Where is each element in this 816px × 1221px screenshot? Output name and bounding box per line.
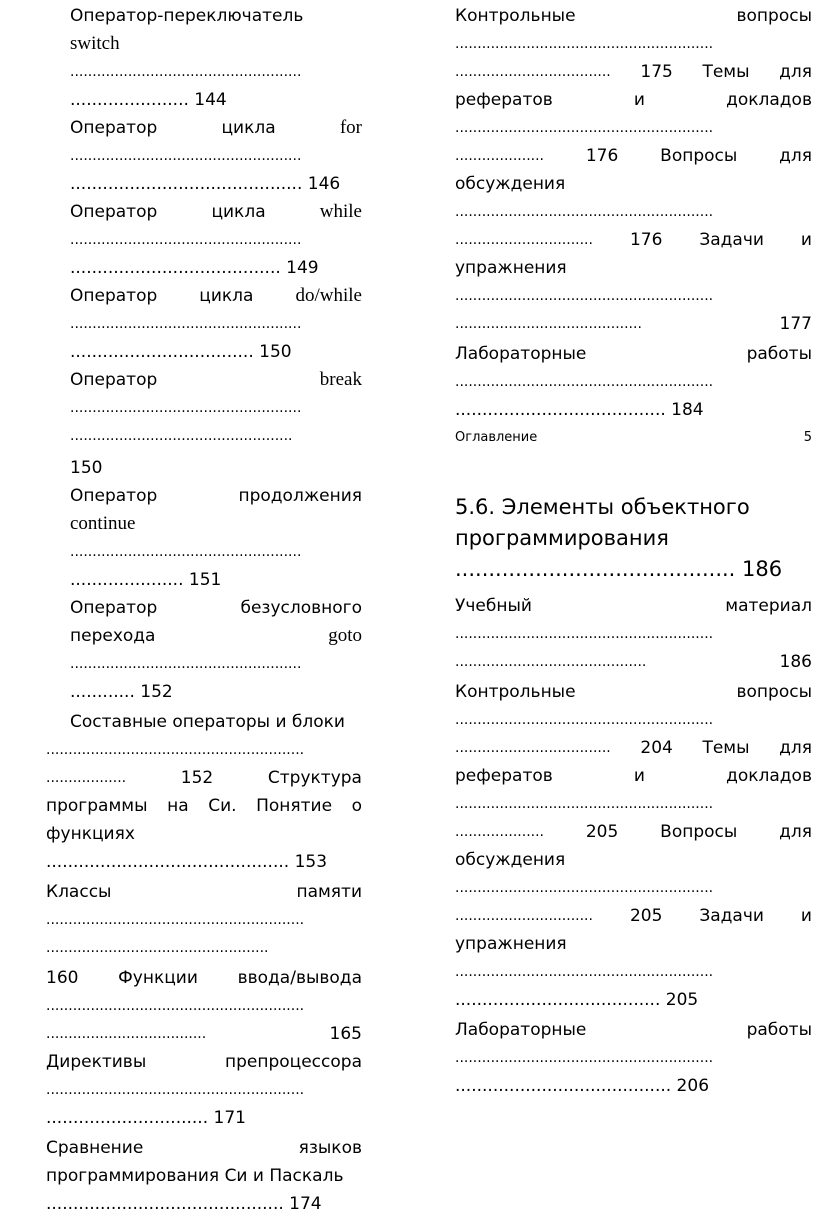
leader-dots: .................................................... bbox=[70, 64, 302, 80]
word: Задачи bbox=[699, 906, 764, 926]
leader-dots: .................................................... bbox=[70, 656, 302, 672]
leader-dots: .................................................... bbox=[70, 316, 302, 332]
word: для bbox=[779, 822, 812, 842]
toc-entry-topics-line2 bbox=[455, 88, 812, 112]
word: Директивы bbox=[46, 1052, 147, 1072]
word: для bbox=[779, 146, 812, 166]
toc-entry-topics-2-line2 bbox=[455, 764, 812, 788]
word: рефератов bbox=[455, 766, 553, 786]
word: Оператор bbox=[70, 370, 158, 390]
toc-entry-material-page bbox=[455, 650, 812, 674]
leader-dots: .......................................................... bbox=[455, 120, 714, 136]
word: работы bbox=[746, 1020, 812, 1040]
word: Учебный bbox=[455, 596, 532, 616]
leader-dots: .......................................................... bbox=[455, 36, 714, 52]
toc-entry-break bbox=[70, 368, 362, 392]
leader-dots: ................................... bbox=[455, 740, 611, 756]
word: Оператор bbox=[70, 118, 158, 138]
leader-dots: .......................................................... bbox=[46, 998, 305, 1014]
page-number: 152 bbox=[180, 768, 214, 788]
word: Темы bbox=[702, 62, 750, 82]
toc-entry-goto bbox=[70, 596, 362, 620]
word: Контрольные bbox=[455, 682, 576, 702]
page-number: 165 bbox=[329, 1024, 362, 1044]
toc-entry-directives bbox=[46, 1050, 362, 1074]
leader-dots: ............................... bbox=[455, 232, 593, 248]
word: препроцессора bbox=[224, 1052, 362, 1072]
word: на bbox=[167, 796, 189, 816]
leader-dots: .................................................... bbox=[70, 400, 302, 416]
word: Вопросы bbox=[660, 822, 738, 842]
toc-page-number: .................................. 150 bbox=[70, 342, 292, 362]
footer-page-number: 5 bbox=[803, 430, 812, 445]
toc-entry-blocks: Составные операторы и блоки bbox=[70, 712, 345, 732]
word: ввода/вывода bbox=[237, 968, 362, 988]
word: докладов bbox=[726, 90, 812, 110]
toc-entry-exercises bbox=[455, 228, 812, 252]
toc-page-number: 150 bbox=[70, 458, 103, 478]
section-heading-line2: программирования bbox=[455, 526, 669, 550]
toc-entry-labs bbox=[455, 342, 812, 366]
leader-dots: .................... bbox=[455, 148, 545, 164]
word: для bbox=[779, 738, 812, 758]
word: Задачи bbox=[699, 230, 764, 250]
page-number: 204 bbox=[640, 738, 673, 758]
word: Контрольные bbox=[455, 6, 576, 26]
word: докладов bbox=[726, 766, 812, 786]
leader-dots: .................................................... bbox=[70, 148, 302, 164]
leader-dots: .................. bbox=[46, 770, 127, 786]
toc-entry-switch-keyword: switch bbox=[70, 33, 120, 54]
word: и bbox=[800, 230, 812, 250]
toc-entry-material bbox=[455, 594, 812, 618]
word: Оператор bbox=[70, 486, 158, 506]
toc-page-number: ...................................... 205 bbox=[455, 990, 699, 1010]
word: цикла bbox=[211, 202, 266, 222]
section-heading: 5.6. Элементы объектного bbox=[455, 495, 750, 519]
leader-dots: ................................... bbox=[455, 64, 611, 80]
page-number: 175 bbox=[640, 62, 673, 82]
page-number: 176 bbox=[585, 146, 619, 166]
leader-dots: .......................................................... bbox=[455, 288, 714, 304]
word: Оператор bbox=[70, 202, 158, 222]
page-number: 186 bbox=[779, 652, 812, 672]
word: Сравнение bbox=[46, 1138, 144, 1158]
word: рефератов bbox=[455, 90, 553, 110]
toc-page-number: ....................................... 184 bbox=[455, 400, 704, 420]
toc-entry-topics-2 bbox=[455, 736, 812, 760]
toc-page-number: ...................... 144 bbox=[70, 90, 227, 110]
leader-dots: .......................................................... bbox=[455, 880, 714, 896]
word: материал bbox=[725, 596, 812, 616]
word: вопросы bbox=[736, 682, 812, 702]
toc-entry-for bbox=[70, 116, 362, 140]
toc-entry-memory bbox=[46, 880, 362, 904]
toc-entry-exercises-page bbox=[455, 312, 812, 336]
toc-entry-exercises-2 bbox=[455, 904, 812, 928]
page-footer bbox=[455, 426, 812, 450]
word: цикла bbox=[199, 286, 254, 306]
page-number: 205 bbox=[585, 822, 619, 842]
word: Функции bbox=[118, 968, 198, 988]
toc-entry-discussion-2 bbox=[455, 820, 812, 844]
toc-page-number: ............ 152 bbox=[70, 682, 173, 702]
word: и bbox=[633, 90, 645, 110]
toc-entry-discussion-line2: обсуждения bbox=[455, 174, 566, 194]
word: памяти bbox=[296, 882, 362, 902]
toc-entry-compare bbox=[46, 1136, 362, 1160]
word: Лабораторные bbox=[455, 344, 587, 364]
toc-entry-exercises-2-line2: упражнения bbox=[455, 934, 567, 954]
word: вопросы bbox=[736, 6, 812, 26]
word: Классы bbox=[46, 882, 112, 902]
toc-entry-goto-line2 bbox=[70, 624, 362, 648]
keyword: do/while bbox=[295, 285, 362, 306]
toc-entry-dowhile bbox=[70, 284, 362, 308]
leader-dots: .......................................................... bbox=[46, 1082, 305, 1098]
word: продолжения bbox=[238, 486, 362, 506]
leader-dots: .................................................... bbox=[70, 232, 302, 248]
word: программы bbox=[46, 796, 148, 816]
leader-dots: .......................................................... bbox=[455, 374, 714, 390]
keyword: continue bbox=[70, 513, 136, 534]
toc-entry-switch: Оператор-переключатель bbox=[70, 6, 304, 26]
leader-dots: .................................................. bbox=[70, 428, 293, 444]
leader-dots: .......................................................... bbox=[455, 796, 714, 812]
keyword: while bbox=[319, 201, 362, 222]
toc-page-number: ............................................. 153 bbox=[46, 852, 328, 872]
leader-dots: .......................................................... bbox=[455, 626, 714, 642]
leader-dots: .......................................................... bbox=[46, 742, 305, 758]
toc-page-number: ........................................ 206 bbox=[455, 1076, 710, 1096]
toc-entry-structure bbox=[46, 766, 362, 790]
section-heading-page: .......................................... 186 bbox=[455, 557, 783, 581]
toc-entry-while bbox=[70, 200, 362, 224]
leader-dots: .......................................................... bbox=[46, 912, 305, 928]
toc-page-number: ............................................ 174 bbox=[46, 1194, 322, 1214]
toc-entry-structure-line2 bbox=[46, 794, 362, 818]
word: Оператор bbox=[70, 598, 158, 618]
leader-dots: ........................................... bbox=[455, 654, 647, 670]
word: Структура bbox=[267, 768, 362, 788]
toc-entry-control-questions bbox=[455, 4, 812, 28]
word: Оператор bbox=[70, 286, 158, 306]
toc-entry-topics bbox=[455, 60, 812, 84]
toc-entry-exercises-line2: упражнения bbox=[455, 258, 567, 278]
word: безусловного bbox=[240, 598, 362, 618]
leader-dots: .................................... bbox=[46, 1026, 207, 1042]
leader-dots: .......................................................... bbox=[455, 1050, 714, 1066]
leader-dots: .......................................... bbox=[455, 316, 642, 332]
word: цикла bbox=[221, 118, 276, 138]
toc-page-number: .............................. 171 bbox=[46, 1108, 246, 1128]
toc-page-number: ..................... 151 bbox=[70, 570, 222, 590]
toc-entry-discussion bbox=[455, 144, 812, 168]
word: о bbox=[351, 796, 362, 816]
page-number: 177 bbox=[779, 314, 812, 334]
word: Вопросы bbox=[660, 146, 738, 166]
word: работы bbox=[746, 344, 812, 364]
leader-dots: .................................................... bbox=[70, 544, 302, 560]
leader-dots: ............................... bbox=[455, 908, 593, 924]
keyword: goto bbox=[328, 625, 362, 646]
toc-entry-labs-2 bbox=[455, 1018, 812, 1042]
footer-title: Оглавление bbox=[455, 430, 538, 445]
toc-entry-discussion-2-line2: обсуждения bbox=[455, 850, 566, 870]
toc-entry-io bbox=[46, 966, 362, 990]
page-number: 160 bbox=[46, 968, 79, 988]
leader-dots: .......................................................... bbox=[455, 204, 714, 220]
page-number: 205 bbox=[629, 906, 663, 926]
leader-dots: .......................................................... bbox=[455, 964, 714, 980]
toc-page-number: ........................................... 146 bbox=[70, 174, 341, 194]
word: и bbox=[633, 766, 645, 786]
leader-dots: .................... bbox=[455, 824, 545, 840]
leader-dots: .................................................. bbox=[46, 940, 269, 956]
leader-dots: .......................................................... bbox=[455, 712, 714, 728]
toc-entry-io-page bbox=[46, 1022, 362, 1046]
toc-entry-functions: функциях bbox=[46, 824, 135, 844]
keyword: for bbox=[339, 117, 362, 138]
word: перехода bbox=[70, 626, 156, 646]
word: для bbox=[779, 62, 812, 82]
word: и bbox=[800, 906, 812, 926]
keyword: break bbox=[319, 369, 362, 390]
toc-entry-continue bbox=[70, 484, 362, 508]
word: языков bbox=[298, 1138, 362, 1158]
toc-entry-compare-line2: программирования Си и Паскаль bbox=[46, 1166, 344, 1186]
word: Си. bbox=[208, 796, 237, 816]
toc-entry-control-questions-2 bbox=[455, 680, 812, 704]
toc-page-number: ....................................... 149 bbox=[70, 258, 319, 278]
word: Лабораторные bbox=[455, 1020, 587, 1040]
word: Темы bbox=[702, 738, 750, 758]
page-number: 176 bbox=[629, 230, 663, 250]
word: Понятие bbox=[256, 796, 333, 816]
